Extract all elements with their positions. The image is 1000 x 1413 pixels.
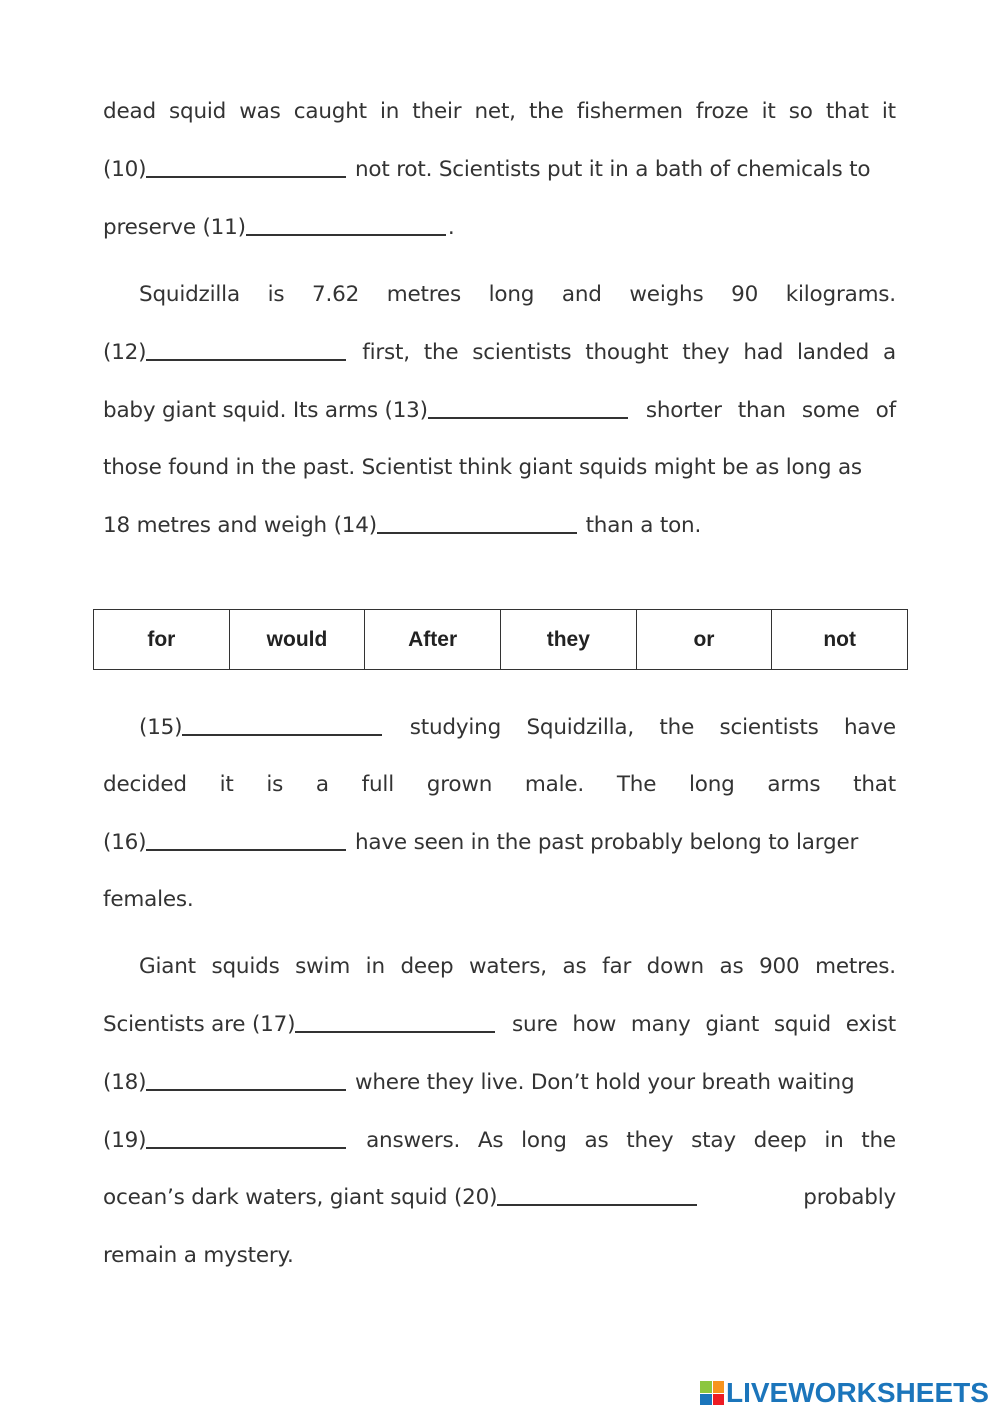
word: a <box>315 772 329 797</box>
answer-blank <box>146 1147 346 1149</box>
word-bank-cell: After <box>365 610 501 670</box>
answer-blank <box>182 734 382 736</box>
word: swim <box>295 954 351 979</box>
word: a <box>883 340 896 365</box>
blank-group <box>103 1010 497 1040</box>
word: so <box>788 99 813 124</box>
word: was <box>239 99 281 124</box>
text-run: have seen in the past probably belong to larger <box>348 830 859 855</box>
word: fishermen <box>576 99 683 124</box>
text-run: remain a mystery. <box>103 1243 294 1268</box>
text-run: not rot. Scientists put it in a bath of chemicals to <box>348 157 871 182</box>
word: sure <box>512 1012 558 1037</box>
word: 90 <box>731 282 759 307</box>
word: froze <box>695 99 749 124</box>
word: Squidzilla, <box>526 715 634 740</box>
word: squid <box>773 1012 832 1037</box>
word: far <box>602 954 632 979</box>
answer-blank <box>497 1204 697 1206</box>
text-line <box>103 828 896 858</box>
text-run: where they live. Don’t hold your breath waiting <box>348 1070 855 1095</box>
word: it <box>761 99 776 124</box>
word: deep <box>753 1128 807 1153</box>
word: of <box>875 398 896 423</box>
text-line <box>103 213 896 243</box>
liveworksheets-logo <box>700 1378 989 1408</box>
word: full <box>361 772 394 797</box>
logo-text: LIVEWORKSHEETS <box>726 1377 989 1408</box>
word: studying <box>409 715 502 740</box>
word: in <box>365 954 385 979</box>
text-line <box>103 1010 896 1040</box>
word: squids <box>211 954 280 979</box>
word: net, <box>474 99 516 124</box>
answer-blank <box>146 176 346 178</box>
text-line <box>103 770 896 800</box>
word: probably <box>803 1185 896 1210</box>
word: long <box>688 772 735 797</box>
word: squid <box>169 99 227 124</box>
text-run: . <box>447 215 455 240</box>
word: that <box>853 772 896 797</box>
text-line <box>103 97 896 127</box>
word: dead <box>103 99 156 124</box>
word-bank-cell: they <box>500 610 636 670</box>
word: is <box>266 772 284 797</box>
text-line <box>103 338 896 368</box>
text-line <box>103 1068 896 1098</box>
answer-blank <box>246 234 446 236</box>
word: landed <box>797 340 870 365</box>
answer-blank <box>146 1089 346 1091</box>
word: As <box>477 1128 504 1153</box>
word: the <box>423 340 459 365</box>
word: arms <box>767 772 821 797</box>
text-line <box>103 155 896 185</box>
word: the <box>659 715 695 740</box>
word: The <box>616 772 657 797</box>
word: their <box>412 99 462 124</box>
word: scientists <box>719 715 819 740</box>
text-line <box>103 511 896 541</box>
word: first, <box>362 340 410 365</box>
word: it <box>881 99 896 124</box>
text-line <box>103 453 896 483</box>
word: Giant <box>139 954 196 979</box>
text-run: (12) <box>103 340 147 365</box>
word: caught <box>293 99 367 124</box>
word: as <box>562 954 587 979</box>
word: stay <box>691 1128 736 1153</box>
text-line <box>139 280 896 310</box>
text-run: (16) <box>103 830 147 855</box>
word: Squidzilla <box>139 282 240 307</box>
logo-square-icon <box>713 1381 725 1393</box>
answer-blank <box>428 417 628 419</box>
text-run: those found in the past. Scientist think giant squids might be as long as <box>103 455 862 480</box>
logo-square-icon <box>713 1394 725 1406</box>
text-run: (10) <box>103 157 147 182</box>
word: how <box>572 1012 617 1037</box>
word: scientists <box>472 340 572 365</box>
word: in <box>824 1128 844 1153</box>
word: grown <box>426 772 493 797</box>
word: they <box>626 1128 674 1153</box>
word: that <box>825 99 869 124</box>
answer-blank <box>377 532 577 534</box>
word: giant <box>705 1012 760 1037</box>
word: in <box>379 99 400 124</box>
answer-blank <box>295 1031 495 1033</box>
text-line <box>103 1183 896 1213</box>
logo-square-icon <box>700 1394 712 1406</box>
word: waters, <box>469 954 547 979</box>
word: kilograms. <box>785 282 896 307</box>
word: 900 <box>759 954 800 979</box>
word: than <box>737 398 786 423</box>
text-run: ocean’s dark waters, giant squid (20) <box>103 1185 498 1210</box>
word: the <box>861 1128 896 1153</box>
word: metres <box>386 282 461 307</box>
text-run: preserve (11) <box>103 215 246 240</box>
blank-group <box>139 713 384 743</box>
word: 7.62 <box>312 282 360 307</box>
text-run: (15) <box>139 715 183 740</box>
liveworksheets-logo-icon <box>700 1381 724 1405</box>
word: have <box>844 715 896 740</box>
word: down <box>646 954 704 979</box>
word: the <box>528 99 564 124</box>
word: some <box>801 398 860 423</box>
word-bank-cell: not <box>772 610 908 670</box>
word: many <box>630 1012 691 1037</box>
blank-group <box>103 338 348 368</box>
text-line <box>139 713 896 743</box>
word: as <box>719 954 744 979</box>
text-run: baby giant squid. Its arms (13) <box>103 398 428 423</box>
word: deep <box>400 954 454 979</box>
word: long <box>488 282 535 307</box>
blank-group <box>103 1183 699 1213</box>
answer-blank <box>146 359 346 361</box>
text-run: Scientists are (17) <box>103 1012 296 1037</box>
word: male. <box>524 772 585 797</box>
blank-group <box>103 396 630 426</box>
word: as <box>584 1128 609 1153</box>
word-bank-cell: would <box>229 610 365 670</box>
word-bank-table <box>93 609 908 670</box>
text-line <box>103 1241 896 1271</box>
word: weighs <box>629 282 704 307</box>
word: answers. <box>366 1128 461 1153</box>
word: is <box>267 282 285 307</box>
word-bank-cell: or <box>636 610 772 670</box>
word-bank-row <box>94 610 908 670</box>
word: shorter <box>645 398 722 423</box>
blank-group <box>103 1126 348 1156</box>
text-line <box>103 885 896 915</box>
word: it <box>219 772 234 797</box>
word: thought <box>585 340 669 365</box>
word: exist <box>845 1012 896 1037</box>
word: and <box>561 282 602 307</box>
text-run: than a ton. <box>578 513 702 538</box>
word: they <box>682 340 730 365</box>
text-run: (18) <box>103 1070 147 1095</box>
word: long <box>521 1128 567 1153</box>
text-run: (19) <box>103 1128 147 1153</box>
text-line <box>103 396 896 426</box>
text-line <box>139 952 896 982</box>
text-line <box>103 1126 896 1156</box>
text-run: females. <box>103 887 194 912</box>
logo-square-icon <box>700 1381 712 1393</box>
text-run: 18 metres and weigh (14) <box>103 513 377 538</box>
word: had <box>743 340 784 365</box>
word: decided <box>103 772 187 797</box>
word: metres. <box>815 954 896 979</box>
answer-blank <box>146 849 346 851</box>
word-bank-cell: for <box>94 610 230 670</box>
